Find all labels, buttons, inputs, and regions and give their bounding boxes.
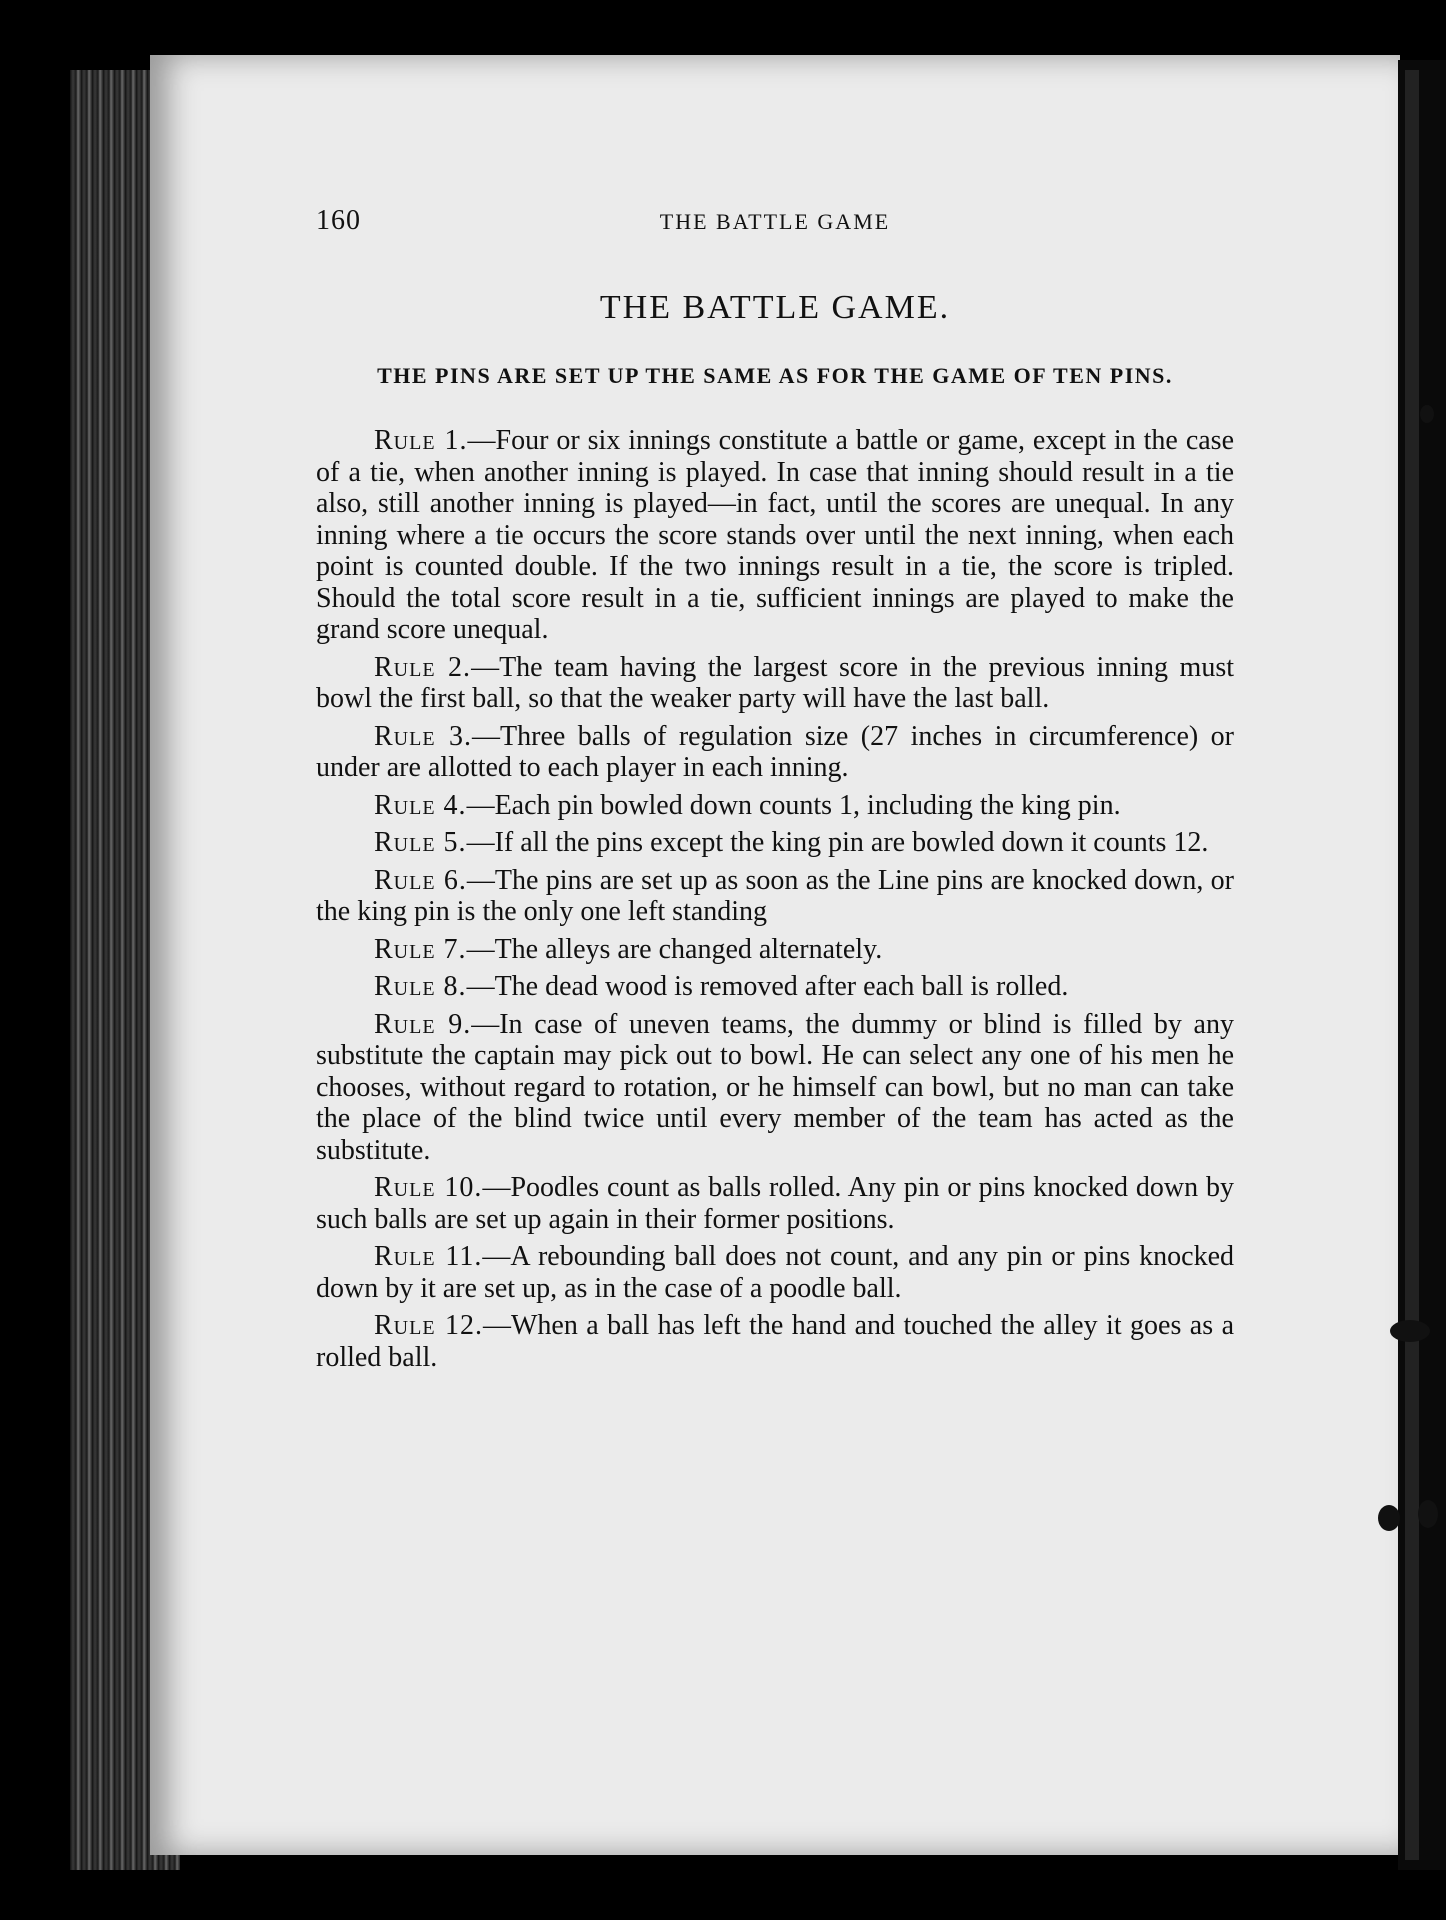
rule-text: —Poodles count as balls rolled. Any pin or pins knocked down by such balls are set up again in their former positions. xyxy=(316,1172,1234,1235)
rule-text: —Each pin bowled down counts 1, including the king pin. xyxy=(466,789,1121,821)
rule-label: Rule 7. xyxy=(374,933,467,965)
rule-text: —In case of uneven teams, the dummy or blind is filled by any substitute the captain may pick out to bowl. He can select any one of his men he chooses, without regard to rotation, or he himself can bowl, but no man can take the place of the blind twice until every member of the team has acted as the substitute. xyxy=(316,1008,1234,1166)
rule-text: —The dead wood is removed after each ball is rolled. xyxy=(466,971,1069,1002)
rule-paragraph xyxy=(316,827,1234,859)
rule-label: Rule 11. xyxy=(374,1241,483,1272)
rule-text: —When a ball has left the hand and touched the alley it goes as a rolled ball. xyxy=(316,1310,1234,1373)
rule-label: Rule 12. xyxy=(374,1310,483,1341)
rule-paragraph xyxy=(316,934,1234,966)
rule-paragraph xyxy=(316,865,1234,928)
running-title: THE BATTLE GAME xyxy=(659,209,891,234)
scan-speck xyxy=(1378,1505,1400,1531)
rule-text: —The team having the largest score in the previous inning must bowl the first ball, so that the weaker party will have the last ball. xyxy=(316,651,1234,714)
rule-text: —If all the pins except the king pin are bowled down it counts 12. xyxy=(466,827,1209,858)
rule-text: —A rebounding ball does not count, and any pin or pins knocked down by it are set up, as in the case of a poodle ball. xyxy=(316,1241,1234,1304)
rule-text: —Four or six innings constitute a battle or game, except in the case of a tie, when another inning is played. In case that inning should result in a tie also, still another inning is played—in fact, until the scores are unequal. In any inning where a tie occurs the score stands over until the next inning, when each point is counted double. If the two innings result in a tie, the score is tripled. Should the total score result in a tie, sufficient innings are played to make the grand score unequal. xyxy=(316,425,1234,645)
rule-label: Rule 3. xyxy=(374,720,473,752)
scan-speck xyxy=(1418,1500,1438,1528)
scan-speck xyxy=(1390,1320,1430,1342)
rules-list xyxy=(316,425,1234,1373)
rule-paragraph xyxy=(316,721,1234,784)
rule-label: Rule 9. xyxy=(374,1008,472,1040)
rule-label: Rule 6. xyxy=(374,864,467,896)
rule-label: Rule 5. xyxy=(374,827,467,858)
facing-page-line xyxy=(1405,70,1419,1860)
rule-text: —The alleys are changed alternately. xyxy=(466,933,883,965)
rule-label: Rule 10. xyxy=(374,1172,483,1203)
rule-label: Rule 2. xyxy=(374,651,472,683)
rule-label: Rule 4. xyxy=(374,789,467,821)
page-text-block xyxy=(316,205,1234,1379)
running-head xyxy=(316,205,1234,245)
rule-text: —The pins are set up as soon as the Line pins are knocked down, or the king pin is the only one left standing xyxy=(316,864,1235,927)
rule-paragraph xyxy=(316,1310,1234,1373)
rule-text: —Three balls of regulation size (27 inches in circumference) or under are allotted to each player in each inning. xyxy=(316,720,1234,783)
rule-paragraph xyxy=(316,790,1234,822)
section-subtitle: THE PINS ARE SET UP THE SAME AS FOR THE GAME OF TEN PINS. xyxy=(377,363,1173,388)
rule-paragraph xyxy=(316,1241,1234,1304)
rule-paragraph xyxy=(316,652,1234,715)
rule-paragraph xyxy=(316,1009,1234,1167)
rule-paragraph xyxy=(316,1172,1234,1235)
page-number: 160 xyxy=(316,205,361,236)
rule-label: Rule 1. xyxy=(374,425,468,456)
rule-label: Rule 8. xyxy=(374,971,467,1002)
rule-paragraph xyxy=(316,971,1234,1003)
section-title: THE BATTLE GAME. xyxy=(599,289,951,326)
rule-paragraph xyxy=(316,425,1234,646)
scan-speck xyxy=(1420,405,1434,423)
